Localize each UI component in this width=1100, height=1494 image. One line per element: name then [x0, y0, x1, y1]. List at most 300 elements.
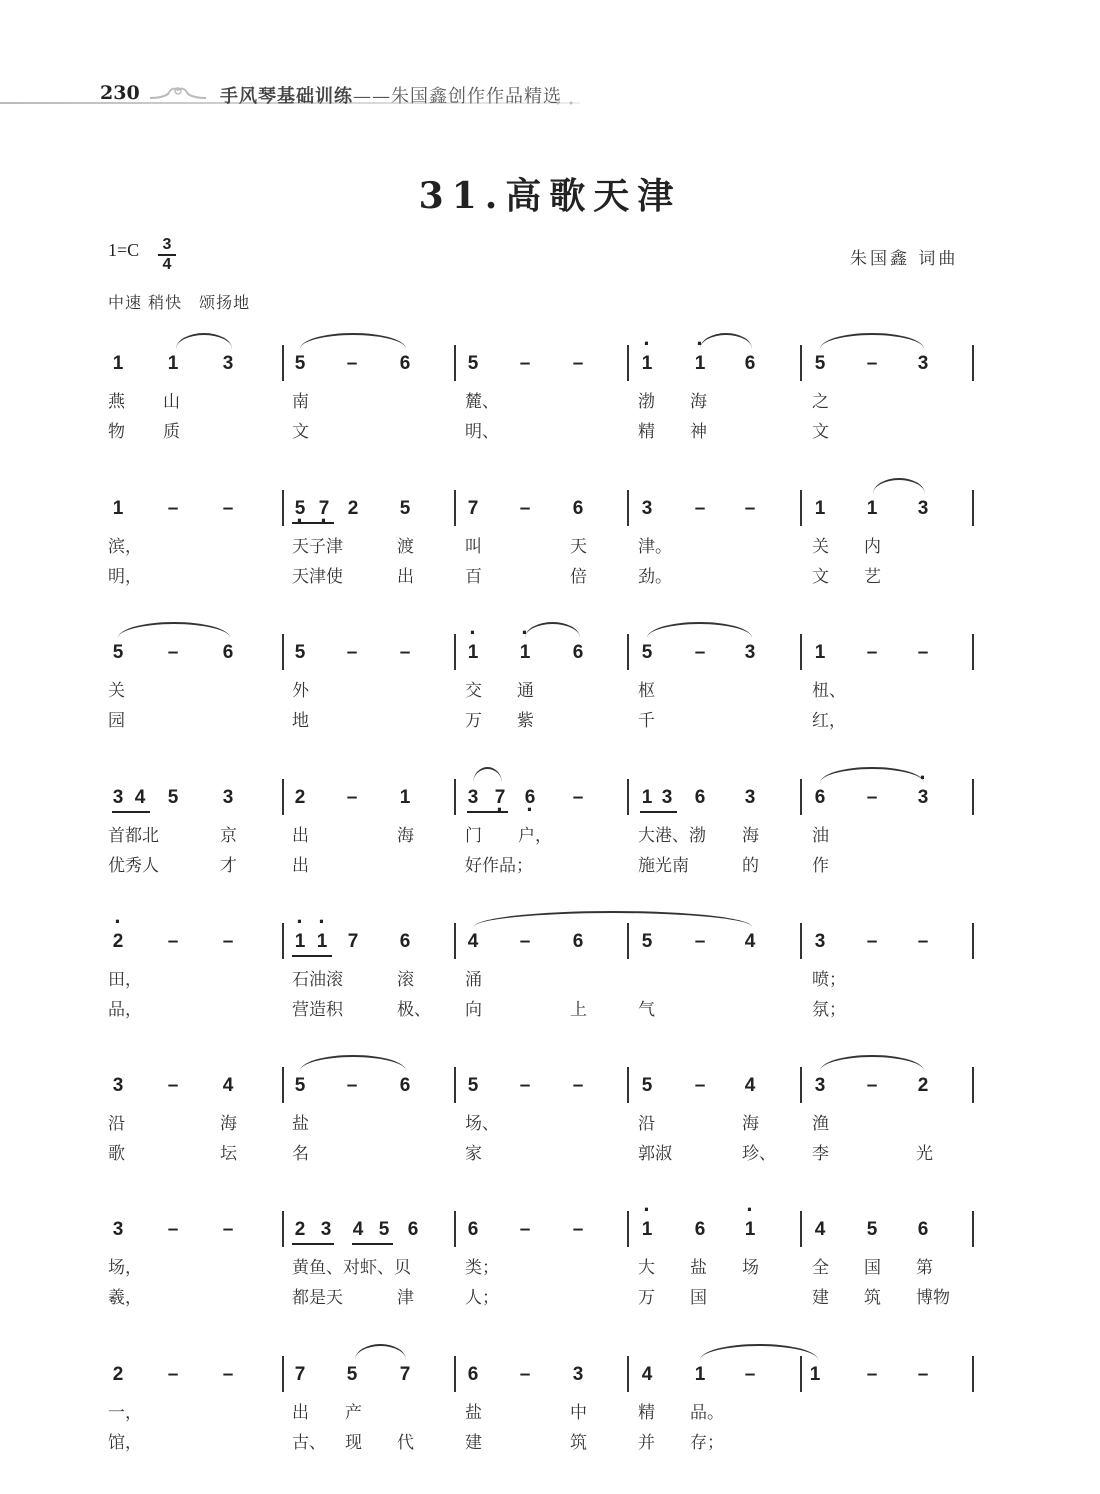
lyric-verse-2: 品，	[108, 1000, 142, 1020]
barline	[282, 779, 284, 815]
note: 3	[222, 353, 234, 374]
barline	[282, 634, 284, 670]
dash-extension: –	[346, 1075, 358, 1096]
lyric-verse-2: 存；	[690, 1433, 724, 1453]
lyric-verse-1: 盐	[690, 1258, 707, 1278]
note: · 1	[463, 642, 483, 664]
dash-extension: –	[866, 353, 878, 374]
lyric-verse-1: 津。	[638, 537, 672, 557]
barline	[800, 1067, 802, 1103]
barline	[972, 1067, 974, 1103]
lyric-verse-1: 之	[812, 392, 829, 412]
score-row	[0, 345, 1100, 465]
score-row	[0, 779, 1100, 899]
lyric-verse-1: 山	[163, 392, 180, 412]
ribbon-ornament-icon	[148, 82, 208, 102]
dash-extension: –	[572, 353, 584, 374]
book-title-rest: ——朱国鑫创作作品精选	[353, 86, 562, 107]
lyric-verse-2: 作	[812, 856, 829, 876]
lyric-verse-1: 滨，	[108, 537, 142, 557]
barline	[627, 1067, 629, 1103]
dash-extension: –	[519, 1364, 531, 1385]
lyric-verse-1: 中	[570, 1403, 587, 1423]
note: 7	[399, 1364, 411, 1385]
lyric-verse-1: 外	[292, 681, 309, 701]
slur	[820, 767, 924, 783]
note: 6	[572, 931, 584, 952]
lyric-verse-2: 好作品；	[465, 856, 533, 876]
lyric-verse-1: 关	[812, 537, 829, 557]
lyric-verse-2: 羲，	[108, 1288, 142, 1308]
note: 6	[572, 642, 584, 663]
dash-extension: –	[694, 931, 706, 952]
lyric-verse-1: 渔	[812, 1114, 829, 1134]
dash-extension: –	[694, 1075, 706, 1096]
lyric-verse-2: 文	[812, 567, 829, 587]
barline	[282, 490, 284, 526]
note: 3	[112, 787, 124, 808]
lyric-verse-1: 全	[812, 1258, 829, 1278]
barline	[972, 634, 974, 670]
lyric-verse-2: 现	[345, 1433, 362, 1453]
note: 3	[641, 498, 653, 519]
dash-extension: –	[694, 498, 706, 519]
barline	[454, 779, 456, 815]
barline	[800, 345, 802, 381]
note: 3	[320, 1219, 332, 1240]
lyric-verse-1: 精	[638, 1403, 655, 1423]
lyric-verse-2: 人；	[465, 1288, 499, 1308]
note: 6	[399, 353, 411, 374]
note: · 1	[690, 353, 710, 375]
note: 6	[814, 787, 826, 808]
note: · 3	[913, 787, 933, 809]
time-signature	[158, 237, 176, 273]
lyric-verse-1: 盐	[465, 1403, 482, 1423]
note: 3	[112, 1219, 124, 1240]
barline	[800, 1356, 802, 1392]
note: 1	[694, 1364, 706, 1385]
note: 5	[294, 642, 306, 663]
note: 5	[378, 1219, 390, 1240]
note: 3	[572, 1364, 584, 1385]
slur	[300, 1055, 406, 1071]
dash-extension: –	[866, 1075, 878, 1096]
lyric-verse-1: 产	[345, 1403, 362, 1423]
lyric-verse-2: 珍、	[742, 1144, 776, 1164]
lyric-verse-2: 坛	[220, 1144, 237, 1164]
lyric-verse-1: 叫	[465, 537, 482, 557]
barline	[454, 634, 456, 670]
barline	[627, 490, 629, 526]
eighth-underline	[467, 811, 508, 813]
note: 5	[467, 1075, 479, 1096]
lyric-verse-2: 名	[292, 1144, 309, 1164]
lyric-verse-2: 氛；	[812, 1000, 846, 1020]
slur	[647, 622, 752, 638]
note: 6	[222, 642, 234, 663]
note: 6	[917, 1219, 929, 1240]
lyric-verse-2: 李	[812, 1144, 829, 1164]
barline	[972, 1356, 974, 1392]
note: 5	[294, 1075, 306, 1096]
note: 1	[809, 1364, 821, 1385]
dash-extension: –	[572, 1075, 584, 1096]
lyric-verse-2: 筑	[864, 1288, 881, 1308]
key-text: 1=C	[108, 240, 140, 260]
score-row	[0, 490, 1100, 610]
dash-extension: –	[222, 1364, 234, 1385]
eighth-underline	[292, 955, 332, 957]
note: 3	[917, 498, 929, 519]
note: 5	[641, 642, 653, 663]
lyric-verse-2: 文	[292, 422, 309, 442]
dash-extension: –	[346, 642, 358, 663]
lyric-verse-2: 文	[812, 422, 829, 442]
eighth-underline	[292, 1243, 334, 1245]
note: 5	[641, 1075, 653, 1096]
note: 7	[347, 931, 359, 952]
eighth-underline	[640, 811, 677, 813]
barline	[972, 779, 974, 815]
lyric-verse-1: 杻、	[812, 681, 846, 701]
dash-extension: –	[222, 1219, 234, 1240]
note: 4	[467, 931, 479, 952]
lyric-verse-2: 并	[638, 1433, 655, 1453]
note: 4	[134, 787, 146, 808]
dash-extension: –	[866, 642, 878, 663]
lyric-verse-2: 万	[638, 1288, 655, 1308]
lyric-verse-1: 京	[220, 826, 237, 846]
lyric-verse-2: 千	[638, 711, 655, 731]
note: 6	[694, 787, 706, 808]
note: 5	[294, 353, 306, 374]
lyric-verse-1: 滚	[397, 970, 414, 990]
lyric-verse-2: 天津使	[292, 567, 343, 587]
lyric-verse-1: 场、	[465, 1114, 499, 1134]
lyric-verse-2: 出	[397, 567, 414, 587]
score-row	[0, 1211, 1100, 1331]
lyric-verse-1: 涌	[465, 970, 482, 990]
barline	[627, 345, 629, 381]
lyric-verse-1: 内	[864, 537, 881, 557]
note: 5	[346, 1364, 358, 1385]
note: · 1	[290, 931, 310, 953]
dash-extension: –	[866, 931, 878, 952]
lyric-verse-2: 优秀人	[108, 856, 159, 876]
slur	[873, 478, 925, 494]
note: · 1	[740, 1219, 760, 1241]
composer-credit: 朱国鑫 词曲	[850, 249, 959, 269]
dash-extension: –	[222, 498, 234, 519]
note: 3	[744, 787, 756, 808]
lyric-verse-1: 海	[742, 826, 759, 846]
lyric-verse-1: 出	[292, 826, 309, 846]
barline	[454, 490, 456, 526]
lyric-verse-1: 一，	[108, 1403, 142, 1423]
dash-extension: –	[519, 498, 531, 519]
lyric-verse-1: 喷；	[812, 970, 846, 990]
lyric-verse-1: 燕	[108, 392, 125, 412]
lyric-verse-1: 场，	[108, 1258, 142, 1278]
lyric-verse-2: 精	[638, 422, 655, 442]
dash-extension: –	[917, 642, 929, 663]
dash-extension: –	[572, 787, 584, 808]
time-signature-bottom: 4	[162, 256, 172, 273]
note: 5	[399, 498, 411, 519]
lyric-verse-2: 紫	[517, 711, 534, 731]
note: 5	[167, 787, 179, 808]
dash-extension: –	[167, 931, 179, 952]
lyric-verse-2: 气	[638, 1000, 655, 1020]
lyric-verse-1: 交	[465, 681, 482, 701]
note: 5	[112, 642, 124, 663]
note: 6 ·	[520, 787, 540, 809]
dash-extension: –	[346, 353, 358, 374]
lyric-verse-1: 大港、渤	[638, 826, 706, 846]
note: 5	[814, 353, 826, 374]
note: 7 ·	[314, 498, 334, 520]
note: · 1	[637, 1219, 657, 1241]
page-number: 230	[100, 82, 140, 104]
lyric-verse-2: 都是天	[292, 1288, 343, 1308]
lyric-verse-1: 枢	[638, 681, 655, 701]
lyric-verse-2: 家	[465, 1144, 482, 1164]
note: 1	[866, 498, 878, 519]
dash-extension: –	[519, 931, 531, 952]
score-row	[0, 634, 1100, 754]
lyric-verse-1: 国	[864, 1258, 881, 1278]
slur	[474, 911, 752, 927]
note: 1	[641, 787, 653, 808]
eighth-underline	[112, 811, 150, 813]
lyric-verse-2: 向	[465, 1000, 482, 1020]
note: 4	[352, 1219, 364, 1240]
slur	[700, 333, 752, 349]
lyric-verse-2: 才	[220, 856, 237, 876]
dash-extension: –	[519, 1075, 531, 1096]
slur	[473, 767, 502, 783]
lyric-verse-2: 园	[108, 711, 125, 731]
barline	[282, 1211, 284, 1247]
lyric-verse-2: 百	[465, 567, 482, 587]
dash-extension: –	[222, 931, 234, 952]
barline	[972, 490, 974, 526]
lyric-verse-2: 建	[812, 1288, 829, 1308]
note: 6	[407, 1219, 419, 1240]
note: 2	[917, 1075, 929, 1096]
note: 4	[641, 1364, 653, 1385]
note: · 1	[637, 353, 657, 375]
lyric-verse-2: 明、	[465, 422, 499, 442]
note: 3	[112, 1075, 124, 1096]
barline	[972, 1211, 974, 1247]
note: 6	[694, 1219, 706, 1240]
note: 7 ·	[490, 787, 510, 809]
note: 1	[814, 642, 826, 663]
note: 7	[467, 498, 479, 519]
barline	[800, 779, 802, 815]
slur	[118, 622, 230, 638]
dash-extension: –	[572, 1219, 584, 1240]
slur	[176, 333, 232, 349]
barline	[627, 779, 629, 815]
lyric-verse-2: 施光南	[638, 856, 689, 876]
note: 3	[467, 787, 479, 808]
lyric-verse-1: 渤	[638, 392, 655, 412]
dash-extension: –	[694, 642, 706, 663]
lyric-verse-1: 海	[690, 392, 707, 412]
book-title-bold: 手风琴基础训练	[220, 86, 353, 107]
tempo-marking: 中速 稍快 颂扬地	[108, 293, 251, 312]
decorative-dots: • •	[555, 99, 576, 110]
lyric-verse-1: 户，	[518, 826, 552, 846]
lyric-verse-2: 物	[108, 422, 125, 442]
note: 1	[167, 353, 179, 374]
note: 3	[917, 353, 929, 374]
barline	[282, 1067, 284, 1103]
lyric-verse-1: 品。	[690, 1403, 724, 1423]
dash-extension: –	[167, 498, 179, 519]
lyric-verse-2: 极、	[397, 1000, 431, 1020]
note: · 2	[108, 931, 128, 953]
lyric-verse-1: 海	[742, 1114, 759, 1134]
lyric-verse-2: 国	[690, 1288, 707, 1308]
lyric-verse-2: 津	[397, 1288, 414, 1308]
score-row	[0, 1356, 1100, 1476]
slur	[525, 622, 580, 638]
note: 2	[347, 498, 359, 519]
lyric-verse-2: 光	[916, 1144, 933, 1164]
lyric-verse-2: 建	[465, 1433, 482, 1453]
lyric-verse-2: 红，	[812, 711, 846, 731]
note: 1	[814, 498, 826, 519]
time-signature-top: 3	[162, 236, 172, 253]
lyric-verse-1: 沿	[108, 1114, 125, 1134]
lyric-verse-1: 天	[570, 537, 587, 557]
lyric-verse-1: 田，	[108, 970, 142, 990]
barline	[627, 634, 629, 670]
dash-extension: –	[399, 642, 411, 663]
note: 1	[112, 353, 124, 374]
dash-extension: –	[167, 1364, 179, 1385]
barline	[282, 923, 284, 959]
note: 6	[572, 498, 584, 519]
song-title: 31.高歌天津	[418, 175, 682, 217]
lyric-verse-1: 类；	[465, 1258, 499, 1278]
eighth-underline	[352, 1243, 393, 1245]
note: 6	[399, 1075, 411, 1096]
lyric-verse-2: 出	[292, 856, 309, 876]
barline	[800, 490, 802, 526]
dash-extension: –	[744, 1364, 756, 1385]
dash-extension: –	[346, 787, 358, 808]
lyric-verse-2: 明，	[108, 567, 142, 587]
barline	[972, 923, 974, 959]
note: 5	[866, 1219, 878, 1240]
note: 3	[814, 1075, 826, 1096]
dash-extension: –	[167, 1219, 179, 1240]
lyric-verse-1: 沿	[638, 1114, 655, 1134]
lyric-verse-2: 神	[690, 422, 707, 442]
lyric-verse-1: 盐	[292, 1114, 309, 1134]
lyric-verse-2: 质	[163, 422, 180, 442]
barline	[800, 634, 802, 670]
book-title	[220, 82, 562, 108]
eighth-underline	[292, 522, 334, 524]
barline	[282, 1356, 284, 1392]
lyric-verse-2: 艺	[864, 567, 881, 587]
note: 2	[294, 787, 306, 808]
barline	[627, 923, 629, 959]
barline	[454, 345, 456, 381]
note: 3	[744, 642, 756, 663]
lyric-verse-2: 上	[570, 1000, 587, 1020]
dash-extension: –	[866, 787, 878, 808]
key-signature	[108, 240, 139, 261]
lyric-verse-1: 第	[916, 1258, 933, 1278]
dash-extension: –	[917, 1364, 929, 1385]
note: 3	[661, 787, 673, 808]
note: 1	[399, 787, 411, 808]
slur	[300, 333, 406, 349]
note: · 1	[515, 642, 535, 664]
barline	[627, 1356, 629, 1392]
lyric-verse-2: 代	[397, 1433, 414, 1453]
note: 4	[814, 1219, 826, 1240]
barline	[627, 1211, 629, 1247]
slur	[700, 1344, 818, 1360]
barline	[454, 923, 456, 959]
lyric-verse-1: 南	[292, 392, 309, 412]
barline	[454, 1356, 456, 1392]
lyric-verse-2: 的	[742, 856, 759, 876]
lyric-verse-1: 通	[517, 681, 534, 701]
dash-extension: –	[519, 1219, 531, 1240]
note: 4	[744, 931, 756, 952]
note: 5	[641, 931, 653, 952]
note: 5 ·	[290, 498, 310, 520]
lyric-verse-2: 地	[292, 711, 309, 731]
note: 5	[467, 353, 479, 374]
note: 6	[467, 1219, 479, 1240]
note: 6	[399, 931, 411, 952]
score-row	[0, 1067, 1100, 1187]
barline	[454, 1211, 456, 1247]
lyric-verse-2: 营造积	[292, 1000, 343, 1020]
lyric-verse-1: 关	[108, 681, 125, 701]
lyric-verse-1: 天子津	[292, 537, 343, 557]
note: 3	[814, 931, 826, 952]
note: 6	[467, 1364, 479, 1385]
note: 1	[112, 498, 124, 519]
slur	[820, 333, 924, 349]
slur	[820, 1055, 924, 1071]
note: 2	[112, 1364, 124, 1385]
lyric-verse-1: 出	[292, 1403, 309, 1423]
lyric-verse-1: 麓、	[465, 392, 499, 412]
lyric-verse-1: 渡	[397, 537, 414, 557]
note: 6	[744, 353, 756, 374]
lyric-verse-1: 海	[220, 1114, 237, 1134]
dash-extension: –	[917, 931, 929, 952]
lyric-verse-1: 场	[742, 1258, 759, 1278]
lyric-verse-2: 古、	[292, 1433, 326, 1453]
lyric-verse-2: 郭淑	[638, 1144, 672, 1164]
slur	[355, 1344, 406, 1360]
lyric-verse-2: 万	[465, 711, 482, 731]
lyric-verse-2: 歌	[108, 1144, 125, 1164]
